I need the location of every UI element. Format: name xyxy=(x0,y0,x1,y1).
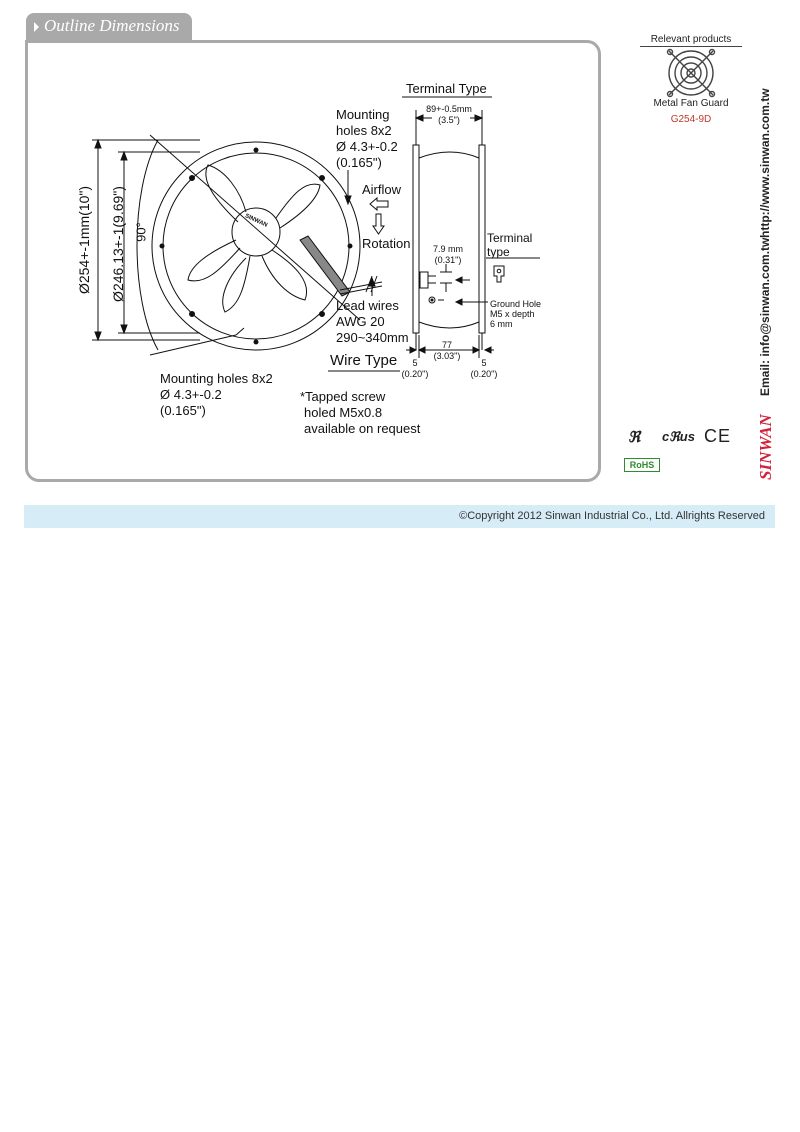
guard-product-name[interactable]: Metal Fan Guard xyxy=(653,98,729,109)
fan-frame-inner xyxy=(163,153,349,339)
cul-mark-icon: cℜus xyxy=(662,429,695,444)
depth-dimension: 89+-0.5mm (3.5") xyxy=(426,104,472,125)
section-title: Outline Dimensions xyxy=(44,16,180,35)
rohs-badge: RoHS xyxy=(624,458,660,472)
email-link[interactable]: Email: info@sinwan.com.tw xyxy=(758,237,772,396)
lead-wires-label: Lead wires AWG 20 290~340mm xyxy=(336,298,409,345)
relevant-products-title: Relevant products xyxy=(640,34,742,47)
terminal-type-title: Terminal Type xyxy=(406,81,487,96)
fan-frame-outer xyxy=(152,142,360,350)
ground-hole-label: Ground Hole M5 x depth 6 mm xyxy=(490,299,542,329)
ul-mark-icon: ℜ xyxy=(628,429,641,446)
fan-blade xyxy=(262,250,307,300)
fan-hub-logo: SINWAN xyxy=(243,213,269,229)
fan-blade xyxy=(223,256,250,312)
guard-product-model[interactable]: G254-9D xyxy=(670,114,712,125)
dim-outer-diameter: Ø254+-1mm(10") xyxy=(76,185,92,295)
airflow-label: Airflow xyxy=(362,182,402,197)
fan-guard-icon xyxy=(668,50,715,97)
mounting-holes-bottom: Mounting holes 8x2 Ø 4.3+-0.2 (0.165") xyxy=(160,371,273,418)
website-link[interactable]: http://www.sinwan.com.tw xyxy=(758,88,772,238)
frame-right-dimension: 5 (0.20") xyxy=(470,358,498,379)
dim-inner-diameter: Ø246.13+-1(9.69") xyxy=(110,186,126,302)
rotation-label: Rotation xyxy=(362,236,411,251)
mounting-holes-top: Mounting holes 8x2 Ø 4.3+-0.2 (0.165") xyxy=(336,107,398,170)
dim-angle: 90° xyxy=(133,222,149,242)
frame-left-dimension: 5 (0.20") xyxy=(401,358,429,379)
fan-blade xyxy=(276,184,320,228)
fan-blade xyxy=(206,165,246,222)
wire-type-label: Wire Type xyxy=(330,352,398,369)
terminal-type-label: Terminal type xyxy=(487,231,533,259)
frame-mid-dimension: 77 (3.03") xyxy=(433,340,461,361)
brand-logo: SINWAN xyxy=(756,414,775,480)
copyright-text: ©Copyright 2012 Sinwan Industrial Co., Ltd. Allrights Reserved xyxy=(459,510,765,522)
terminal-gap-dimension: 7.9 mm (0.31") xyxy=(432,244,464,265)
footer-bar xyxy=(24,505,775,528)
tapped-screw-note: *Tapped screw holed M5x0.8 available on request xyxy=(300,389,421,436)
ce-mark-icon: CE xyxy=(704,426,732,446)
